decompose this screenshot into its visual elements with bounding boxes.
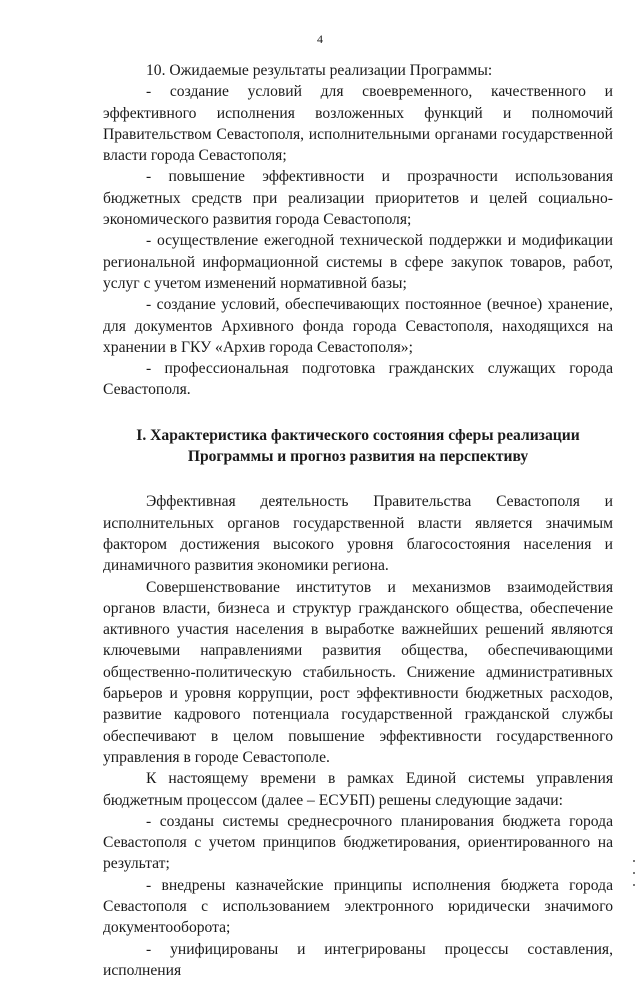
document-body — [103, 60, 613, 981]
results-item: - повышение эффективности и прозрачности использования бюджетных средств при реализации приоритетов и целей социально-экономического развития города Севастополя; — [103, 168, 613, 229]
section-title-line: I. Характеристика фактического состояния сферы реализации — [136, 426, 580, 444]
body-paragraph: К настоящему времени в рамках Единой системы управления бюджетным процессом (далее – ЕСУБП) решены следующие задачи: — [103, 770, 613, 809]
list-item: - унифицированы и интегрированы процессы составления, исполнения — [103, 940, 613, 979]
results-item: - создание условий, обеспечивающих постоянное (вечное) хранение, для документов Архивного фонда города Севастополя, находящихся на хранении в ГКУ «Архив города Севастополя»; — [103, 296, 613, 356]
scan-margin-marks — [632, 860, 636, 900]
section-title — [103, 425, 613, 468]
results-item: - осуществление ежегодной технической поддержки и модификации региональной информационной системы в сфере закупок товаров, работ, услуг с учетом изменений нормативной базы; — [103, 232, 613, 292]
results-heading: 10. Ожидаемые результаты реализации Программы: — [146, 62, 493, 79]
list-item: - созданы системы среднесрочного планирования бюджета города Севастополя с учетом принципов бюджетирования, ориентированного на результат; — [103, 812, 613, 873]
results-item: - создание условий для своевременного, качественного и эффективного исполнения возложенных функций и полномочий Правительством Севастополя, исполнительными органами государственной власти города Севастополя; — [103, 83, 613, 165]
section-title-line: Программы и прогноз развития на перспективу — [187, 448, 529, 466]
list-item: - внедрены казначейские принципы исполнения бюджета города Севастополя с использованием электронного юридически значимого документооборота; — [103, 876, 613, 937]
page-number: 4 — [317, 32, 323, 46]
body-paragraph: Совершенствование институтов и механизмов взаимодействия органов власти, бизнеса и структур гражданского общества, обеспечение активного участия населения в выработке важнейших решений являются ключевыми направлениями развития общества, обеспечивающими общественно-политическую стабильность. Снижение административных барьеров и уровня коррупции, рост эффективности бюджетных расходов, развитие кадрового потенциала государственной гражданской службы обеспечивают в целом повышение эффективности государственного управления в городе Севастополе. — [103, 578, 613, 766]
body-paragraph: Эффективная деятельность Правительства Севастополя и исполнительных органов государственной власти является значимым фактором достижения высокого уровня благосостояния населения и динамичного развития экономики региона. — [103, 493, 613, 575]
results-item: - профессиональная подготовка гражданских служащих города Севастополя. — [103, 360, 613, 399]
